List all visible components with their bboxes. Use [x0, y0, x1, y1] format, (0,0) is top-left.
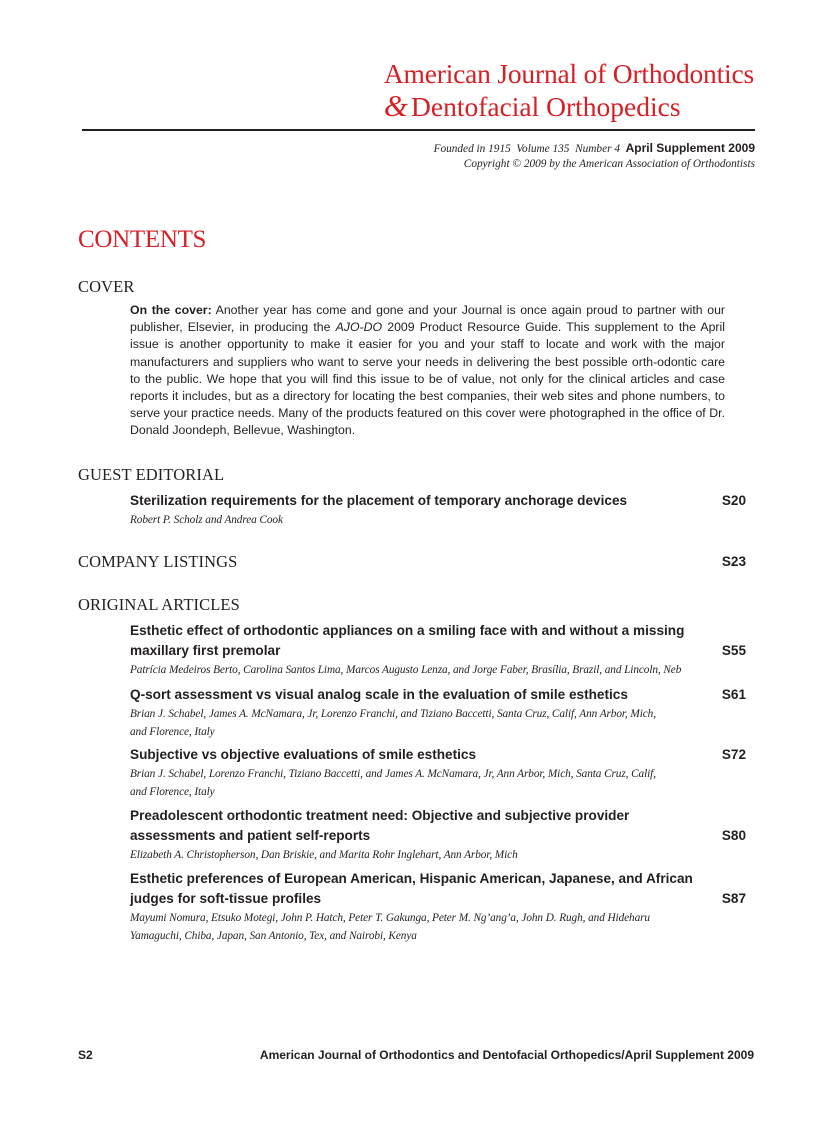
cover-heading: COVER: [78, 277, 135, 296]
article-page: S80: [721, 828, 746, 843]
article-page: S55: [721, 643, 746, 658]
supplement: April Supplement 2009: [625, 141, 755, 155]
article-authors: Elizabeth A. Christopherson, Dan Briskie, and Marita Rohr Inglehart, Ann Arbor, Mich: [130, 849, 518, 861]
contents-title: CONTENTS: [78, 226, 207, 253]
article-entry[interactable]: [130, 806, 746, 864]
article-authors: Patrícia Medeiros Berto, Carolina Santos Lima, Marcos Augusto Lenza, and Jorge Faber, Brasília, Brazil, and Lincoln, Neb: [130, 664, 682, 676]
cover-text-2: 2009 Product Resource Guide. This supplement to the April issue is another opportunity to make it easier for you and your staff to locate and work with the major manufacturers and suppliers who want to serve your needs in delivering the best possible orth-odontic care to the public. We hope that you will find this issue to be of value, not only for the clinical articles and case reports it includes, but as a directory for locating the best companies, their web sites and phone numbers, to serve your practice needs. Many of the products featured on this cover were photographed in the office of Dr. Donald Joondeph, Bellevue, Washington.: [130, 320, 725, 438]
article-authors: Mayumi Nomura, Etsuko Motegi, John P. Hatch, Peter T. Gakunga, Peter M. Ng’ang’a, John D. Rugh, and Hideharu Yamaguchi, Chiba, Japan, San Antonio, Tex, and Nairobi, Kenya: [130, 912, 650, 942]
article-page: S87: [721, 891, 746, 906]
article-title[interactable]: Subjective vs objective evaluations of smile esthetics: [130, 747, 477, 762]
masthead-line2: [384, 90, 754, 123]
article-title[interactable]: Q-sort assessment vs visual analog scale in the evaluation of smile esthetics: [130, 687, 628, 702]
guest-editorial-page: S20: [721, 493, 746, 508]
company-listings-page: S23: [721, 554, 746, 569]
masthead-ampersand: &: [383, 88, 409, 123]
company-listings-heading: COMPANY LISTINGS: [78, 552, 238, 571]
entry-title[interactable]: Sterilization requirements for the placement of temporary anchorage devices: [130, 493, 628, 508]
issue-info: [434, 141, 755, 172]
cover-text-1: Another year has come and gone and your Journal is once again proud to partner with our publisher, Elsevier, in producing the: [130, 303, 725, 335]
original-articles-heading: ORIGINAL ARTICLES: [78, 595, 240, 614]
masthead-line1: American Journal of Orthodontics: [383, 58, 754, 89]
article-authors: Brian J. Schabel, James A. McNamara, Jr, Lorenzo Franchi, and Tiziano Baccetti, Santa Cruz, Calif, Ann Arbor, Mich, and Florence, Italy: [130, 708, 656, 738]
issue-line: [434, 141, 755, 157]
copyright: Copyright © 2009 by the American Association of Orthodontists: [463, 158, 755, 170]
guest-editorial-entry[interactable]: [130, 491, 746, 529]
header-rule: [82, 129, 755, 131]
article-entry[interactable]: [130, 745, 746, 801]
article-page: S72: [721, 747, 746, 762]
footer-running-title: American Journal of Orthodontics and Dentofacial Orthopedics/April Supplement 2009: [259, 1048, 754, 1062]
volume: Volume 135: [516, 143, 570, 155]
article-entry[interactable]: [130, 685, 746, 741]
article-title[interactable]: Esthetic preferences of European American, Hispanic American, Japanese, and African judges for soft-tissue profiles: [130, 871, 693, 906]
article-entry[interactable]: [130, 869, 746, 945]
cover-description: [130, 302, 725, 440]
masthead-line2-text: Dentofacial Orthopedics: [411, 91, 681, 122]
journal-masthead: [384, 58, 754, 123]
article-title[interactable]: Esthetic effect of orthodontic appliances on a smiling face with and without a missing maxillary first premolar: [130, 623, 685, 658]
entry-authors: Robert P. Scholz and Andrea Cook: [130, 514, 283, 526]
guest-editorial-heading: GUEST EDITORIAL: [78, 465, 225, 484]
article-title[interactable]: Preadolescent orthodontic treatment need: Objective and subjective provider assessments and patient self-reports: [130, 808, 630, 843]
founded: Founded in 1915: [433, 143, 511, 155]
cover-lead: On the cover:: [130, 303, 212, 317]
article-authors: Brian J. Schabel, Lorenzo Franchi, Tiziano Baccetti, and James A. McNamara, Jr, Ann Arbor, Mich, Santa Cruz, Calif, and Florence, Italy: [130, 768, 656, 798]
article-entry[interactable]: [130, 621, 746, 679]
cover-text-italic: AJO-DO: [335, 320, 383, 335]
number: Number 4: [575, 143, 620, 155]
footer-page-number: S2: [78, 1048, 93, 1062]
article-page: S61: [721, 687, 746, 702]
